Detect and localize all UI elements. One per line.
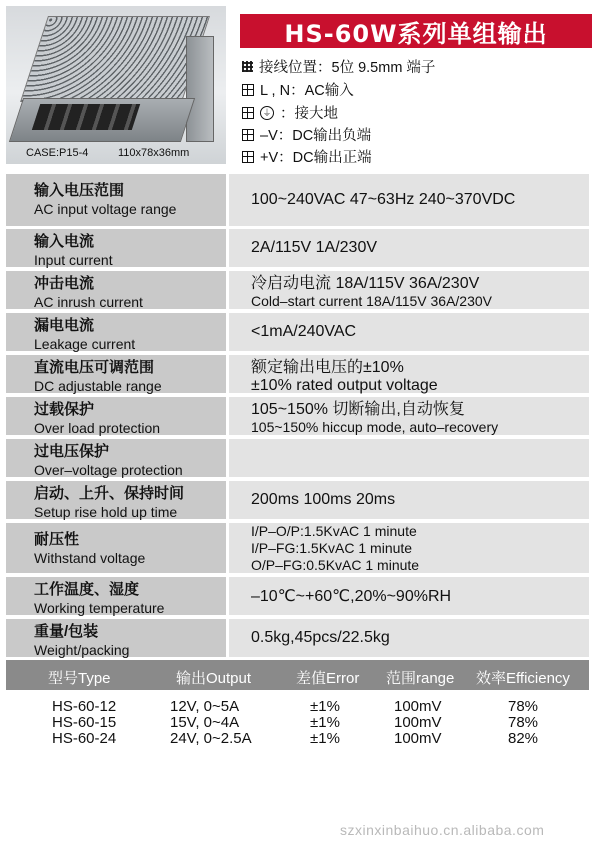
spec-value: 冷启动电流 18A/115V 36A/230V Cold–start current 18A/115V 36A/230V xyxy=(229,271,589,309)
model-table-header xyxy=(6,660,589,690)
spec-row-dc-adjustable xyxy=(6,355,589,393)
spec-row-input-voltage xyxy=(6,174,589,226)
spec-value: 100~240VAC 47~63Hz 240~370VDC xyxy=(229,174,589,226)
spec-value: 0.5kg,45pcs/22.5kg xyxy=(229,619,589,657)
spec-label: 输入电压范围 AC input voltage range xyxy=(6,174,226,226)
spec-value: –10℃~+60℃,20%~90%RH xyxy=(229,577,589,615)
spec-value: 额定输出电压的±10% ±10% rated output voltage xyxy=(229,355,589,393)
box-cross-icon xyxy=(242,107,254,119)
spec-row-withstand-voltage xyxy=(6,523,589,573)
dimensions-label: 110x78x36mm xyxy=(118,147,190,159)
spec-label: 工作温度、湿度 Working temperature xyxy=(6,577,226,615)
spec-label: 重量/包装 Weight/packing xyxy=(6,619,226,657)
spec-value: 200ms 100ms 20ms xyxy=(229,481,589,519)
col-header-output: 输出Output xyxy=(176,670,252,687)
spec-row-setup-time xyxy=(6,481,589,519)
spec-label: 输入电流 Input current xyxy=(6,229,226,267)
wiring-text: L , N：AC输入 xyxy=(260,83,354,99)
spec-row-weight-packing xyxy=(6,619,589,657)
spec-value: 105~150% 切断输出,自动恢复 105~150% hiccup mode, auto–recovery xyxy=(229,397,589,435)
wiring-note-positive xyxy=(242,146,372,167)
wiring-note-ground xyxy=(242,102,338,123)
wiring-note-terminal xyxy=(242,56,435,77)
psu-side-panel xyxy=(186,36,214,142)
spec-value-empty xyxy=(229,439,589,477)
watermark: szxinxinbaihuo.cn.alibaba.com xyxy=(340,822,545,838)
spec-row-input-current xyxy=(6,229,589,267)
terminal-block xyxy=(32,104,140,130)
col-header-type: 型号Type xyxy=(48,670,111,687)
table-row: HS-60-12 12V, 0~5A ±1% 100mV 78% xyxy=(52,698,539,715)
product-photo xyxy=(6,6,226,164)
wiring-text: –V：DC输出负端 xyxy=(260,128,372,144)
spec-label: 过电压保护 Over–voltage protection xyxy=(6,439,226,477)
psu-mesh-top xyxy=(20,16,210,102)
table-row: HS-60-15 15V, 0~4A ±1% 100mV 78% xyxy=(52,714,539,731)
spec-row-leakage-current xyxy=(6,313,589,351)
spec-row-working-temperature xyxy=(6,577,589,615)
spec-label: 启动、上升、保持时间 Setup rise hold up time xyxy=(6,481,226,519)
spec-label: 过载保护 Over load protection xyxy=(6,397,226,435)
wiring-text: ：接大地 xyxy=(280,106,338,122)
spec-label: 冲击电流 AC inrush current xyxy=(6,271,226,309)
table-row: HS-60-24 24V, 0~2.5A ±1% 100mV 82% xyxy=(52,730,539,747)
spec-value: 2A/115V 1A/230V xyxy=(229,229,589,267)
series-title: HS-60W系列单组输出 xyxy=(240,14,592,48)
col-header-efficiency: 效率Efficiency xyxy=(476,670,570,687)
box-cross-icon xyxy=(242,129,254,141)
wiring-text: 接线位置：5位 9.5mm 端子 xyxy=(259,60,436,76)
spec-row-overload xyxy=(6,397,589,435)
spec-label: 漏电电流 Leakage current xyxy=(6,313,226,351)
wiring-note-ln xyxy=(242,79,354,100)
dots-square-icon xyxy=(242,61,253,72)
spec-row-inrush-current xyxy=(6,271,589,309)
box-cross-icon xyxy=(242,84,254,96)
model-table-body xyxy=(6,690,589,752)
spec-value: I/P–O/P:1.5KvAC 1 minute I/P–FG:1.5KvAC 1 minute O/P–FG:0.5KvAC 1 minute xyxy=(229,523,589,573)
spec-label: 耐压性 Withstand voltage xyxy=(6,523,226,573)
wiring-note-negative xyxy=(242,124,371,145)
ground-icon: ⏚ xyxy=(260,106,274,120)
spec-row-overvoltage xyxy=(6,439,589,477)
wiring-text: +V：DC输出正端 xyxy=(260,150,372,166)
col-header-error: 差值Error xyxy=(296,670,360,687)
spec-value: <1mA/240VAC xyxy=(229,313,589,351)
spec-label: 直流电压可调范围 DC adjustable range xyxy=(6,355,226,393)
box-cross-icon xyxy=(242,151,254,163)
case-label: CASE:P15-4 xyxy=(26,147,89,159)
col-header-range: 范围range xyxy=(386,670,455,687)
